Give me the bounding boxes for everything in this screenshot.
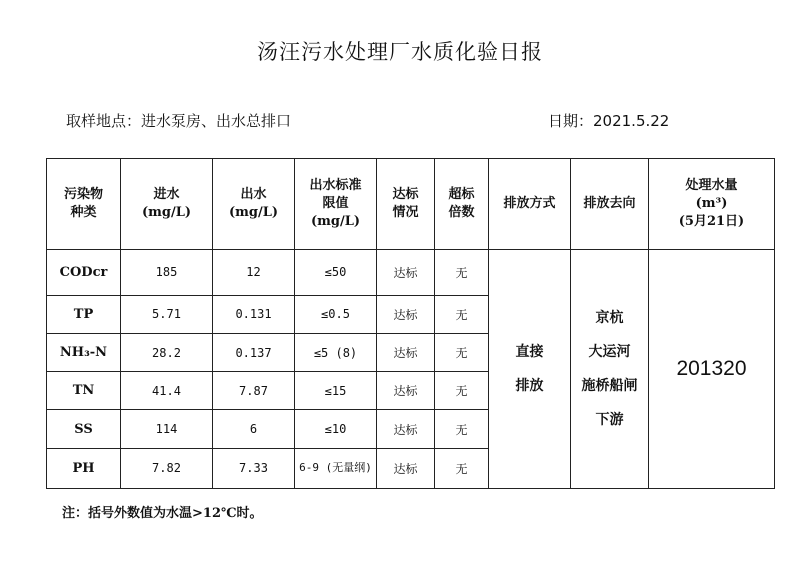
pollutant-cell: PH <box>47 448 121 488</box>
header-influent: 进水 (mg/L) <box>121 159 213 250</box>
pollutant-cell: TN <box>47 372 121 410</box>
influent-cell: 5.71 <box>121 295 213 333</box>
exceed-cell: 无 <box>435 372 489 410</box>
header-limit: 出水标准 限值 (mg/L) <box>295 159 377 250</box>
header-effluent: 出水 (mg/L) <box>213 159 295 250</box>
compliance-cell: 达标 <box>377 295 435 333</box>
report-date: 日期：2021.5.22 <box>548 112 670 130</box>
discharge-method-cell: 直接 排放 <box>489 249 571 488</box>
effluent-cell: 7.33 <box>213 448 295 488</box>
exceed-cell: 无 <box>435 334 489 372</box>
influent-cell: 41.4 <box>121 372 213 410</box>
treated-volume-cell: 201320 <box>649 249 775 488</box>
exceed-cell: 无 <box>435 249 489 295</box>
influent-cell: 28.2 <box>121 334 213 372</box>
table-row <box>47 249 775 295</box>
water-quality-table <box>46 158 775 489</box>
report-title: 汤汪污水处理厂水质化验日报 <box>257 40 543 64</box>
effluent-cell: 6 <box>213 410 295 448</box>
pollutant-cell: SS <box>47 410 121 448</box>
header-compliance: 达标 情况 <box>377 159 435 250</box>
pollutant-cell: NH₃-N <box>47 334 121 372</box>
limit-cell: 6-9 (无量纲) <box>295 448 377 488</box>
exceed-cell: 无 <box>435 410 489 448</box>
header-treated-volume: 处理水量 (m³) (5月21日) <box>649 159 775 250</box>
header-exceed: 超标 倍数 <box>435 159 489 250</box>
effluent-cell: 7.87 <box>213 372 295 410</box>
limit-cell: ≤15 <box>295 372 377 410</box>
compliance-cell: 达标 <box>377 372 435 410</box>
effluent-cell: 0.131 <box>213 295 295 333</box>
limit-cell: ≤10 <box>295 410 377 448</box>
exceed-cell: 无 <box>435 448 489 488</box>
compliance-cell: 达标 <box>377 249 435 295</box>
pollutant-cell: TP <box>47 295 121 333</box>
effluent-cell: 12 <box>213 249 295 295</box>
influent-cell: 185 <box>121 249 213 295</box>
discharge-destination-cell: 京杭 大运河 施桥船闸 下游 <box>571 249 649 488</box>
header-discharge-method: 排放方式 <box>489 159 571 250</box>
header-pollutant: 污染物 种类 <box>47 159 121 250</box>
pollutant-cell: CODcr <box>47 249 121 295</box>
compliance-cell: 达标 <box>377 410 435 448</box>
effluent-cell: 0.137 <box>213 334 295 372</box>
exceed-cell: 无 <box>435 295 489 333</box>
compliance-cell: 达标 <box>377 334 435 372</box>
limit-cell: ≤0.5 <box>295 295 377 333</box>
sampling-location: 取样地点：进水泵房、出水总排口 <box>66 112 292 130</box>
compliance-cell: 达标 <box>377 448 435 488</box>
footnote: 注：括号外数值为水温>12℃时。 <box>62 506 263 521</box>
header-discharge-destination: 排放去向 <box>571 159 649 250</box>
header-row <box>47 159 775 250</box>
limit-cell: ≤50 <box>295 249 377 295</box>
influent-cell: 114 <box>121 410 213 448</box>
limit-cell: ≤5 (8) <box>295 334 377 372</box>
influent-cell: 7.82 <box>121 448 213 488</box>
